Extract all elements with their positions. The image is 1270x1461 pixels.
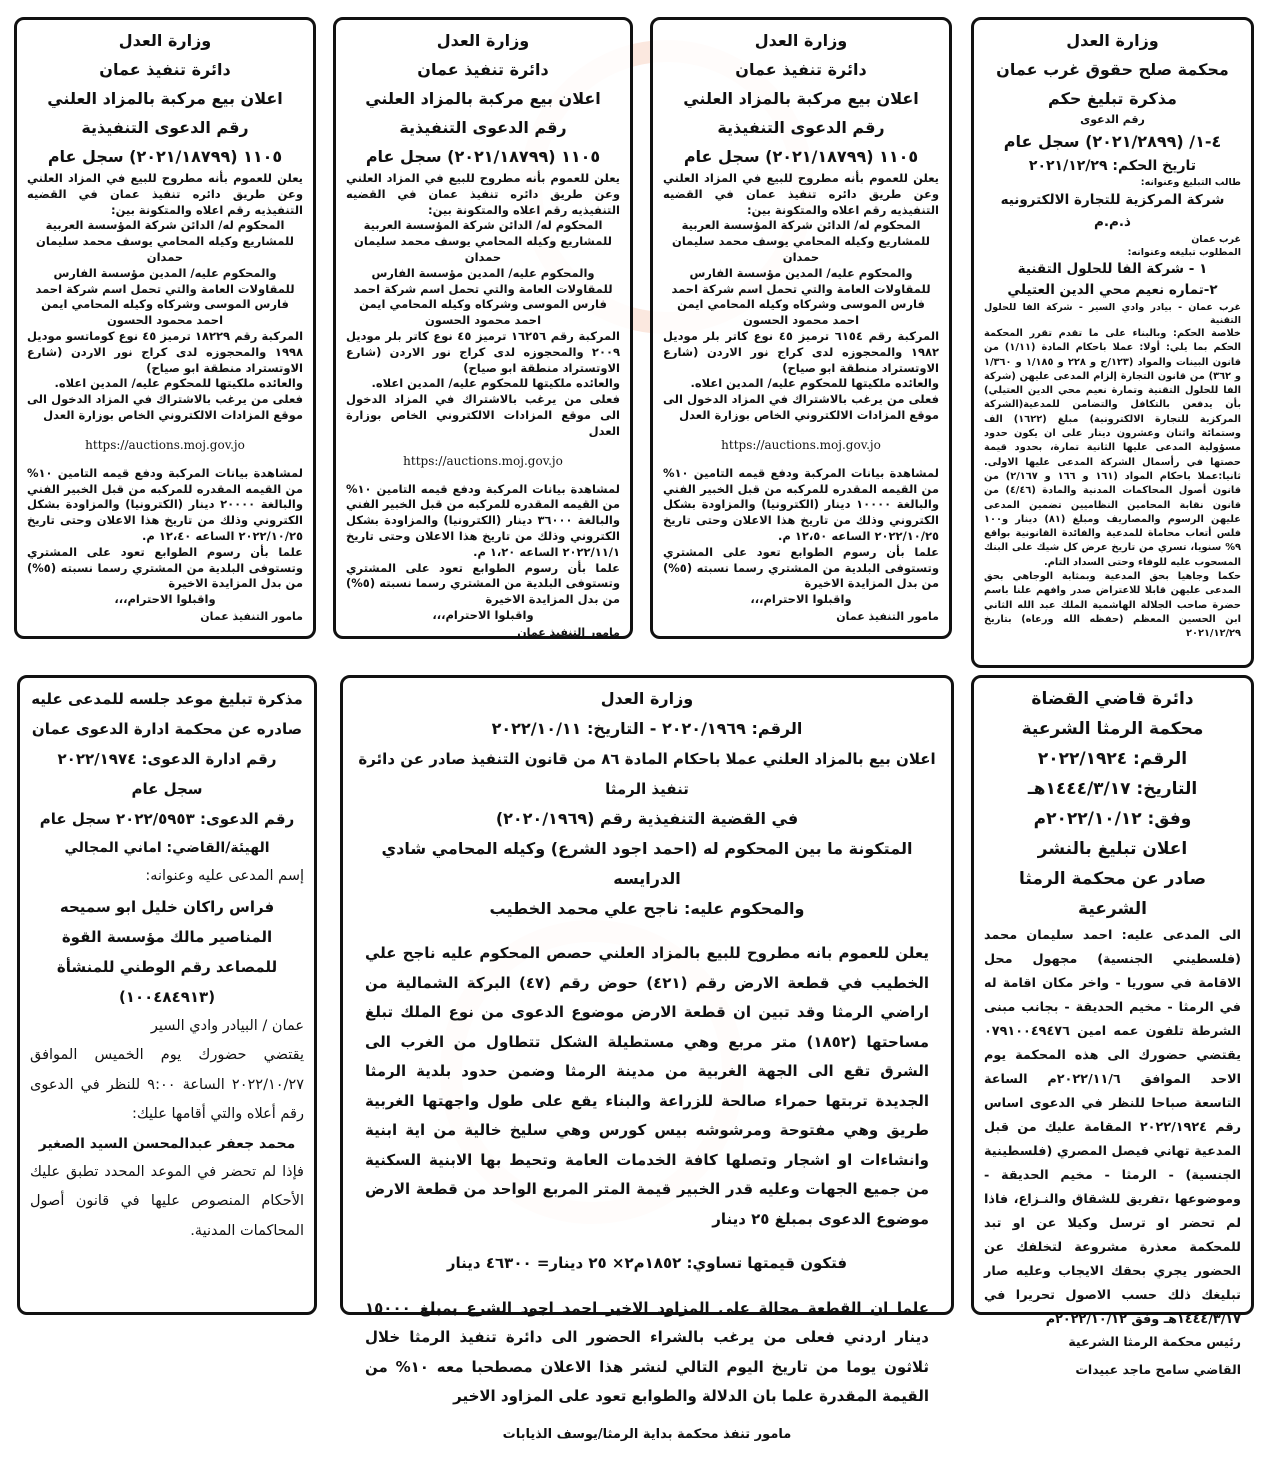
case-number: رقم الدعوى: ٢٠٢٢/٥٩٥٣ سجل عام bbox=[39, 810, 295, 828]
judgment-date: تاريخ الحكم: ٢٠٢١/١٢/٢٩ bbox=[1028, 158, 1197, 174]
ministry-title: وزارة العدل bbox=[1066, 31, 1159, 50]
creditor-text: المحكوم له/ الدائن شركة المؤسسة العربية للمشاريع وكيله المحامي يوسف محمد سليمان حمدان bbox=[36, 218, 294, 264]
judge-name: الهيئة/القاضي: اماني المجالي bbox=[64, 840, 270, 856]
defendant-address: عمان / البيادر وادي السير bbox=[150, 1017, 304, 1034]
join-text: فعلى من يرغب بالاشتراك في المزاد الدخول الى موقع المزادات الالكتروني الخاص بوزارة العدل bbox=[346, 392, 620, 438]
vehicle-auction-notice bbox=[14, 17, 316, 639]
thanks-text: واقبلوا الاحترام،،، bbox=[432, 607, 534, 622]
judgment-notice bbox=[971, 17, 1254, 668]
department-title: دائرة تنفيذ عمان bbox=[417, 60, 549, 79]
notified-party-1: ١ - شركة الفا للحلول التقنية bbox=[1017, 261, 1208, 277]
requester-address: غرب عمان bbox=[1191, 234, 1241, 245]
notice-title: اعلان بيع مركبة بالمزاد العلني bbox=[365, 89, 601, 108]
sharia-court-notice bbox=[971, 675, 1254, 1377]
fees-text: علما بأن رسوم الطوابع تعود على المشتري وتستوفى البلدية من المشتري رسما نسبته (٥%) من بدل المزايدة الاخيرة bbox=[27, 544, 303, 591]
notice-title: اعلان بيع بالمزاد العلني عملا باحكام المادة ٨٦ من قانون التنفيذ صادر عن دائرة تنفيذ الرمثا bbox=[358, 750, 936, 798]
land-auction-notice bbox=[340, 675, 954, 1442]
department-title: دائرة تنفيذ عمان bbox=[99, 60, 231, 79]
hearing-text: يقتضي حضورك يوم الخميس الموافق ٢٠٢٢/١٠/٢٧ الساعة ٩:٠٠ للنظر في الدعوى رقم أعلاه والتي أقامها عليك: bbox=[30, 1047, 304, 1122]
case-management-number: رقم ادارة الدعوى: ٢٠٢٢/١٩٧٤ bbox=[57, 750, 277, 768]
signer-text: مامور تنفذ محكمة بداية الرمثا/يوسف الذيابات bbox=[502, 1426, 792, 1442]
intro-text: يعلن للعموم بأنه مطروح للبيع في المزاد العلني وعن طريق دائره تنفيذ عمان في القضيه التنفيذيه رقم اعلاه والمتكونة بين: bbox=[663, 171, 939, 217]
terms-text: لمشاهدة بيانات المركبة ودفع قيمه التامين ١٠% من القيمه المقدره للمركبه من قبل الخبير الفني والبالغة ٢٠٠٠٠ دينار (الكترونيا) والمزاودة بشكل الكتروني وذلك من تاريخ هذا الاعلان وحتى تاريخ ٢٠٢٢/١٠/٢٥ الساعه ١٢،٤٠ م. bbox=[27, 465, 303, 543]
notice-body-2: علما ان القطعة محالة على المزاود الاخير احمد اجود الشرع بمبلغ ١٥٠٠٠ دينار اردني فعلى من يرغب بالشراء الحضور الى دائرة تنفيذ الرمثا خلال ثلاثون يوما من تاريخ اليوم التالي لنشر هذا الاعلان مصطحبا معه ١٠% من القيمة المقدرة علما بان الدلالة والطوابع تعود على المزاود الاخير bbox=[365, 1298, 929, 1405]
auction-url[interactable]: https://auctions.moj.gov.jo bbox=[403, 453, 563, 468]
notified-address: غرب عمان - بيادر وادي السير - شركة الفا للحلول التقنية bbox=[984, 302, 1241, 326]
signer-text: مامور التنفيذ عمان bbox=[517, 625, 620, 639]
notice-title: اعلان بيع مركبة بالمزاد العلني bbox=[683, 89, 919, 108]
fees-text: علما بأن رسوم الطوابع تعود على المشتري وتستوفى البلدية من المشتري رسما نسبته (٥%) من بدل المزايدة الاخيرة bbox=[663, 544, 939, 591]
hijri-date: التاريخ: ١٤٤٤/٣/١٧هـ bbox=[1027, 779, 1198, 799]
signer-name: القاضي سامح ماجد عبيدات bbox=[1075, 1361, 1241, 1377]
department-title: دائرة قاضي القضاة bbox=[1031, 689, 1194, 709]
notice-title: اعلان بيع مركبة بالمزاد العلني bbox=[47, 89, 283, 108]
gregorian-date: وفق: ٢٠٢٢/١٠/١٢م bbox=[1033, 809, 1192, 829]
case-label: رقم الدعوى التنفيذية bbox=[717, 118, 885, 137]
join-text: فعلى من يرغب بالاشتراك في المزاد الدخول الى موقع المزادات الالكتروني الخاص بوزارة العدل bbox=[663, 392, 939, 422]
valuation-line: فتكون قيمتها تساوي: ١٨٥٢م٢× ٢٥ دينار= ٤٦٣٠٠ دينار bbox=[446, 1254, 848, 1272]
notice-title: مذكرة تبليغ حكم bbox=[1048, 89, 1177, 108]
creditor-text: المحكوم له/ الدائن شركة المؤسسة العربية للمشاريع وكيله المحامي يوسف محمد سليمان حمدان bbox=[354, 218, 612, 264]
court-title: محكمة الرمثا الشرعية bbox=[1021, 719, 1204, 739]
vehicle-text: المركبة رقم ٦١٥٤ ترميز ٤٥ نوع كاتر بلر موديل ١٩٨٢ والمحجوزه لدى كراج نور الاردن (شارع الاوتستراد منطقة ابو صياح) bbox=[663, 328, 940, 375]
debtor-text: والمحكوم عليه/ المدين مؤسسة الفارس للمقاولات العامة والتي تحمل اسم شركة احمد فارس الموسى وشركاه وكيله المحامي ايمن احمد محمود الحسون bbox=[35, 265, 295, 328]
closing-text: فإذا لم تحضر في الموعد المحدد تطبق عليك الأحكام المنصوص عليها في قانون أصول المحاكمات المدنية. bbox=[30, 1163, 304, 1239]
reference-number: الرقم: ٢٠٢٢/١٩٢٤ bbox=[1037, 749, 1188, 769]
court-title: محكمة صلح حقوق غرب عمان bbox=[996, 60, 1229, 79]
terms-text: لمشاهدة بيانات المركبة ودفع قيمه التامين ١٠% من القيمه المقدره للمركبه من قبل الخبير الفني والبالغة ١٠٠٠٠ دينار (الكترونيا) والمزاودة بشكل الكتروني وذلك من تاريخ هذا الاعلان وحتى تاريخ ٢٠٢٢/١٠/٢٥ الساعه ١٢،٥٠ م. bbox=[663, 465, 939, 543]
case-number: ٤-١/ (٢٠٢١/٢٨٩٩) سجل عام bbox=[1003, 132, 1222, 151]
creditor-text: المحكوم له/ الدائن شركة المؤسسة العربية للمشاريع وكيله المحامي يوسف محمد سليمان حمدان bbox=[672, 218, 930, 264]
owner-text: والعائده ملكيتها للمحكوم عليه/ المدين اعلاه. bbox=[54, 376, 303, 391]
terms-text: لمشاهدة بيانات المركبة ودفع قيمه التامين ١٠% من القيمه المقدره للمركبه من قبل الخبير الفني والبالغة ٣٦٠٠٠ دينار (الكترونيا) والمزاودة بشكل الكتروني وذلك من تاريخ هذا الاعلان وحتى تاريخ ٢٠٢٢/١١/١ الساعه ١،٢٠ م. bbox=[346, 481, 620, 559]
parties-line: المتكونة ما بين المحكوم له (احمد اجود الشرع) وكيله المحامي شادي الدرايسه bbox=[381, 839, 913, 888]
case-label: رقم الدعوى bbox=[1080, 113, 1145, 126]
owner-text: والعائده ملكيتها للمحكوم عليه/ المدين اعلاه. bbox=[371, 376, 620, 391]
judgment-summary: خلاصة الحكم: وبالبناء على ما تقدم تقرر المحكمة الحكم بما يلي: أولا: عملا باحكام المادة (١/١١) من قانون البينات والمواد (١٢٣/ج و ٢٢٨ و ١/١٨٥ و ١/٣٦٠ و ٣٦٢) من قانون التجارة إلزام المدعى عليهن (شركة الفا للحلول التقنية وتمارة نعيم محي الدين العتيلي) بأن يدفعن بالتكافل والتضامن للمدعية(الشركة المركزية للتجارة الالكترونية) مبلغ (١٦٢٢) الف وستمائة واثنان وعشرون دينار على ان يكون حدود مسؤولية المدعى عليها الثانية تمارة، بحدود قيمة حصتها في رأسمال الشركة المدعى عليها الاولى. ثانيا:عملا باحكام المواد (١٦١ و ١٦٦ و ٢/١٦٧) من قانون أصول المحاكمات المدنية والمادة (٤/٤٦) من قانون نقابة المحامين النظاميين تضمين المدعى عليهن الرسوم والمصاريف ومبلغ (٨١) دينار و١٠٠ فلس أتعاب محاماة للمدعية والفائدة القانونية بواقع ٩% سنويا، تسري من تاريخ عرض كل شيك على البنك المسحوب عليه للوفاء وحتى السداد التام. bbox=[984, 328, 1241, 568]
case-label: رقم الدعوى التنفيذية bbox=[81, 118, 249, 137]
issuer-title: صادره عن محكمة ادارة الدعوى عمان bbox=[31, 720, 303, 738]
owner-text: والعائده ملكيتها للمحكوم عليه/ المدين اعلاه. bbox=[690, 376, 939, 391]
fees-text: علما بأن رسوم الطوابع تعود على المشتري وتستوفى البلدية من المشتري رسما نسبته (٥%) من بدل المزايدة الاخيرة bbox=[346, 560, 620, 607]
case-label: رقم الدعوى التنفيذية bbox=[399, 118, 567, 137]
requester-name: شركة المركزية للتجارة الالكترونيه ذ.م.م bbox=[1000, 192, 1225, 230]
debtor-text: والمحكوم عليه/ المدين مؤسسة الفارس للمقاولات العامة والتي تحمل اسم شركة احمد فارس الموسى وشركاه وكيله المحامي ايمن احمد محمود الحسون bbox=[671, 265, 931, 328]
vehicle-auction-notice bbox=[650, 17, 952, 639]
notice-body: يعلن للعموم بانه مطروح للبيع بالمزاد العلني حصص المحكوم عليه ناجح علي الخطيب في قطعة الارض رقم (٤٢١) حوض رقم (٤٧) البركة الشمالية من اراضي الرمثا وقد تبين ان قطعة الارض موضوع الدعوى من نوع الملك تبلغ مساحتها (١٨٥٢) متر مربع وهي مستطيلة الشكل تتطاول من الغرب الى الشرق تقع الى الجهة الغربية من مدينة الرمثا وضمن حدود بلدية الرمثا الجديدة تربتها حمراء صالحة للزراعة والبناء يقع على طول واجهتها الغربية طريق وهي مفتوحة ومرشوشه بيس كورس وهي سليخ خالية من اية ابنية وانشاءات او اشجار وتصلها كافة الخدمات العامة وتحيط بها الابنية السكنية من جميع الجهات وعليه قدر الخبير قيمة المتر المربع الواحد من قطعة الارض موضوع الدعوى بمبلغ ٢٥ دينار bbox=[365, 944, 929, 1228]
vehicle-text: المركبة رقم ١٦٢٥٦ ترميز ٤٥ نوع كاتر بلر موديل ٢٠٠٩ والمحجوزه لدى كراج نور الاردن (شارع الاوتستراد منطقة ابو صياح) bbox=[346, 328, 620, 375]
judgment-closing: حكما وجاهيا بحق المدعية وبمثابة الوجاهي بحق المدعى عليهن قابلا للاعتراض صدر وافهم علنا باسم حضرة صاحب الجلالة الهاشمية الملك عبد الله الثاني ابن الحسين المعظم (حفظه الله ورعاه) بتاريخ ٢٠٢١/١٢/٢٩ bbox=[984, 571, 1241, 640]
notified-party-2: ٢-تماره نعيم محي الدين العتيلي bbox=[1007, 282, 1218, 298]
issuer-text: صادر عن محكمة الرمثا الشرعية bbox=[1019, 869, 1206, 919]
defendant-label: إسم المدعى عليه وعنوانه: bbox=[145, 868, 304, 884]
vehicle-text: المركبة رقم ١٨٢٢٩ ترميز ٤٥ نوع كوماتسو موديل ١٩٩٨ والمحجوزه لدى كراج نور الاردن (شارع الاوتستراد منطقة ابو صياح) bbox=[27, 328, 304, 375]
defendant-name: فراس راكان خليل ابو سميحه المناصير مالك مؤسسة القوة للمصاعد رقم الوطني للمنشأة (١٠٠٤٨٤٩١٣) bbox=[56, 897, 278, 1006]
signer-title: رئيس محكمة الرمثا الشرعية bbox=[1068, 1334, 1241, 1349]
case-line: في القضية التنفيذية رقم (٢٠٢٠/١٩٦٩) bbox=[495, 809, 799, 828]
auction-url[interactable]: https://auctions.moj.gov.jo bbox=[721, 437, 881, 452]
case-number: ١١٠٥ (٢٠٢١/١٨٧٩٩) سجل عام bbox=[47, 147, 283, 166]
intro-text: يعلن للعموم بأنه مطروح للبيع في المزاد العلني وعن طريق دائره تنفيذ عمان في القضيه التنفيذيه رقم اعلاه والمتكونة بين: bbox=[27, 171, 303, 217]
intro-text: يعلن للعموم بأنه مطروح للبيع في المزاد العلني وعن طريق دائره تنفيذ عمان في القضيه التنفيذيه رقم اعلاه والمتكونة بين: bbox=[346, 171, 620, 217]
department-title: دائرة تنفيذ عمان bbox=[735, 60, 867, 79]
signer-text: مامور التنفيذ عمان bbox=[836, 609, 939, 623]
requester-label: طالب التبليغ وعنوانه: bbox=[1140, 177, 1241, 188]
auction-url[interactable]: https://auctions.moj.gov.jo bbox=[85, 437, 245, 452]
general-register: سجل عام bbox=[131, 780, 203, 798]
ministry-title: وزارة العدل bbox=[754, 31, 848, 50]
ministry-title: وزارة العدل bbox=[118, 31, 212, 50]
case-number: ١١٠٥ (٢٠٢١/١٨٧٩٩) سجل عام bbox=[683, 147, 919, 166]
case-number: ١١٠٥ (٢٠٢١/١٨٧٩٩) سجل عام bbox=[365, 147, 601, 166]
thanks-text: واقبلوا الاحترام،،، bbox=[114, 592, 216, 607]
vehicle-auction-notice bbox=[333, 17, 633, 639]
join-text: فعلى من يرغب بالاشتراك في المزاد الدخول الى موقع المزادات الالكتروني الخاص بوزارة العدل bbox=[27, 392, 303, 422]
hearing-notice bbox=[17, 675, 317, 1315]
notice-title: اعلان تبليغ بالنشر bbox=[1037, 839, 1188, 859]
debtor-line: والمحكوم عليه: ناجح علي محمد الخطيب bbox=[489, 899, 805, 918]
notified-label: المطلوب تبليغه وعنوانه: bbox=[1127, 247, 1241, 258]
ministry-title: وزارة العدل bbox=[600, 689, 694, 708]
notice-title: مذكرة تبليغ موعد جلسه للمدعى عليه bbox=[31, 690, 303, 708]
debtor-text: والمحكوم عليه/ المدين مؤسسة الفارس للمقاولات العامة والتي تحمل اسم شركة احمد فارس الموسى وشركاه وكيله المحامي ايمن احمد محمود الحسون bbox=[353, 265, 613, 328]
thanks-text: واقبلوا الاحترام،،، bbox=[750, 592, 852, 607]
notice-body: الى المدعى عليه: احمد سليمان محمد (فلسطيني الجنسية) مجهول محل الاقامة في سوريا - واخر مكان اقامة له في الرمثا - مخيم الحديقة - بجانب مبنى الشرطة تلفون عمه امين ٠٧٩١٠٠٤٩٤٧٦ يقتضي حضورك الى هذه المحكمة يوم الاحد الموافق ٢٠٢٢/١١/٦م الساعة التاسعة صباحا للنظر في الدعوى اساس رقم ٢٠٢٢/١٩٢٤ المقامة عليك من قبل المدعية تهاني فيصل المصري (فلسطينية الجنسية) - الرمثا - مخيم الحديقة - وموضوعها ،تفريق للشقاق والنـزاع، فاذا لم تحضر او ترسل وكيلا عن او تبد للمحكمة معذرة مشروعة لتخلفك عن الحضور يجري بحقك الايجاب وعليه صار تبليغك ذلك حسب الاصول تحريرا في ١٤٤٤/٣/١٧هـ وفق ٢٠٢٢/١٠/١٢م bbox=[984, 928, 1241, 1327]
ministry-title: وزارة العدل bbox=[436, 31, 530, 50]
reference-line: الرقم: ٢٠٢٠/١٩٦٩ - التاريخ: ٢٠٢٢/١٠/١١ bbox=[491, 719, 803, 738]
plaintiff-name: محمد جعفر عبدالمحسن السيد الصغير bbox=[38, 1135, 296, 1152]
signer-text: مامور التنفيذ عمان bbox=[200, 609, 303, 623]
